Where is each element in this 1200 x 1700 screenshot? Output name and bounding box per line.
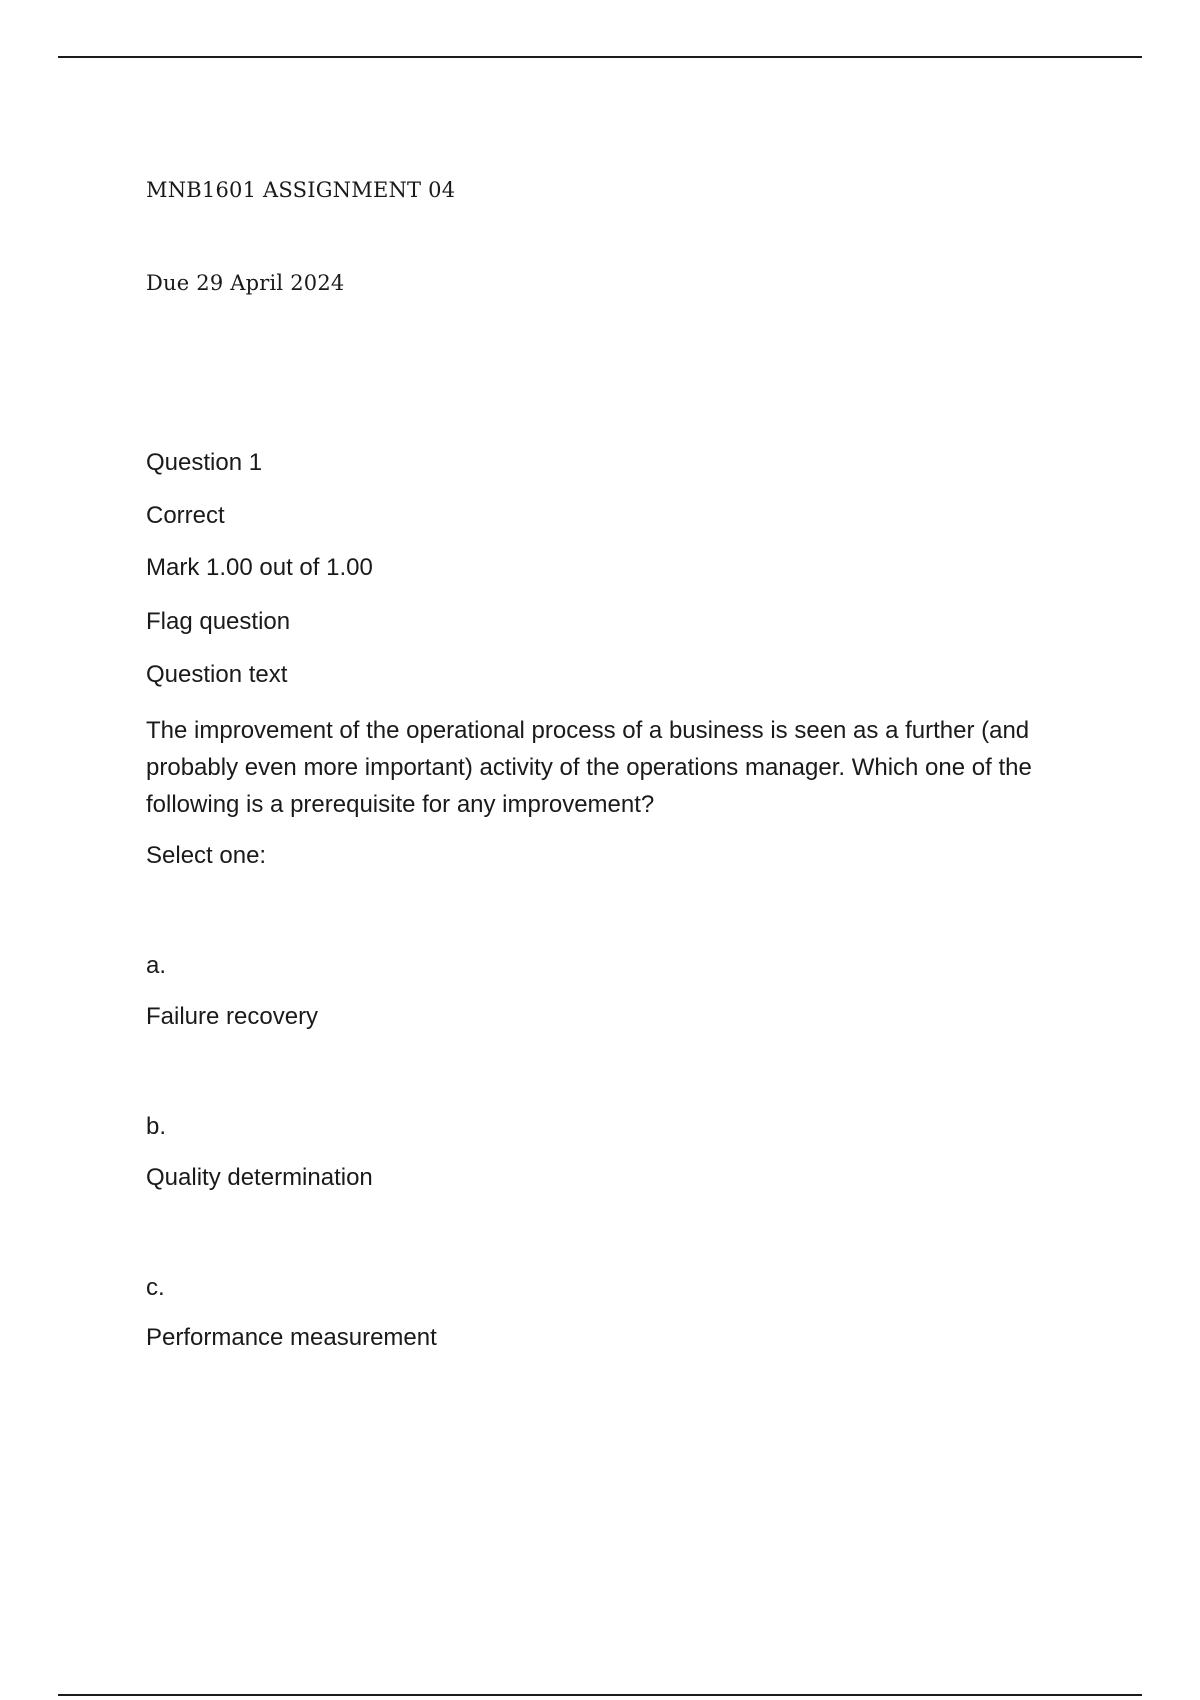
flag-question-link[interactable]: Flag question <box>146 608 291 635</box>
select-one-prompt: Select one: <box>146 842 267 869</box>
question-text-label: Question text <box>146 661 288 688</box>
question-number: Question 1 <box>146 449 263 476</box>
option-c-text[interactable]: Performance measurement <box>146 1324 437 1351</box>
option-c-letter[interactable]: c. <box>146 1274 165 1301</box>
top-rule <box>58 56 1142 58</box>
bottom-rule <box>58 1694 1142 1696</box>
assignment-title: MNB1601 ASSIGNMENT 04 <box>146 178 456 202</box>
option-a-letter[interactable]: a. <box>146 952 167 979</box>
due-date: Due 29 April 2024 <box>146 271 345 295</box>
question-text: The improvement of the operational process of a business is seen as a further (and probably even more important) activity of the operations manager. Which one of the following is a prerequisite for any improvement? <box>146 717 1032 818</box>
question-mark: Mark 1.00 out of 1.00 <box>146 554 373 581</box>
option-a-text[interactable]: Failure recovery <box>146 1003 319 1030</box>
question-status: Correct <box>146 502 225 529</box>
option-b-letter[interactable]: b. <box>146 1113 167 1140</box>
option-b-text[interactable]: Quality determination <box>146 1164 373 1191</box>
